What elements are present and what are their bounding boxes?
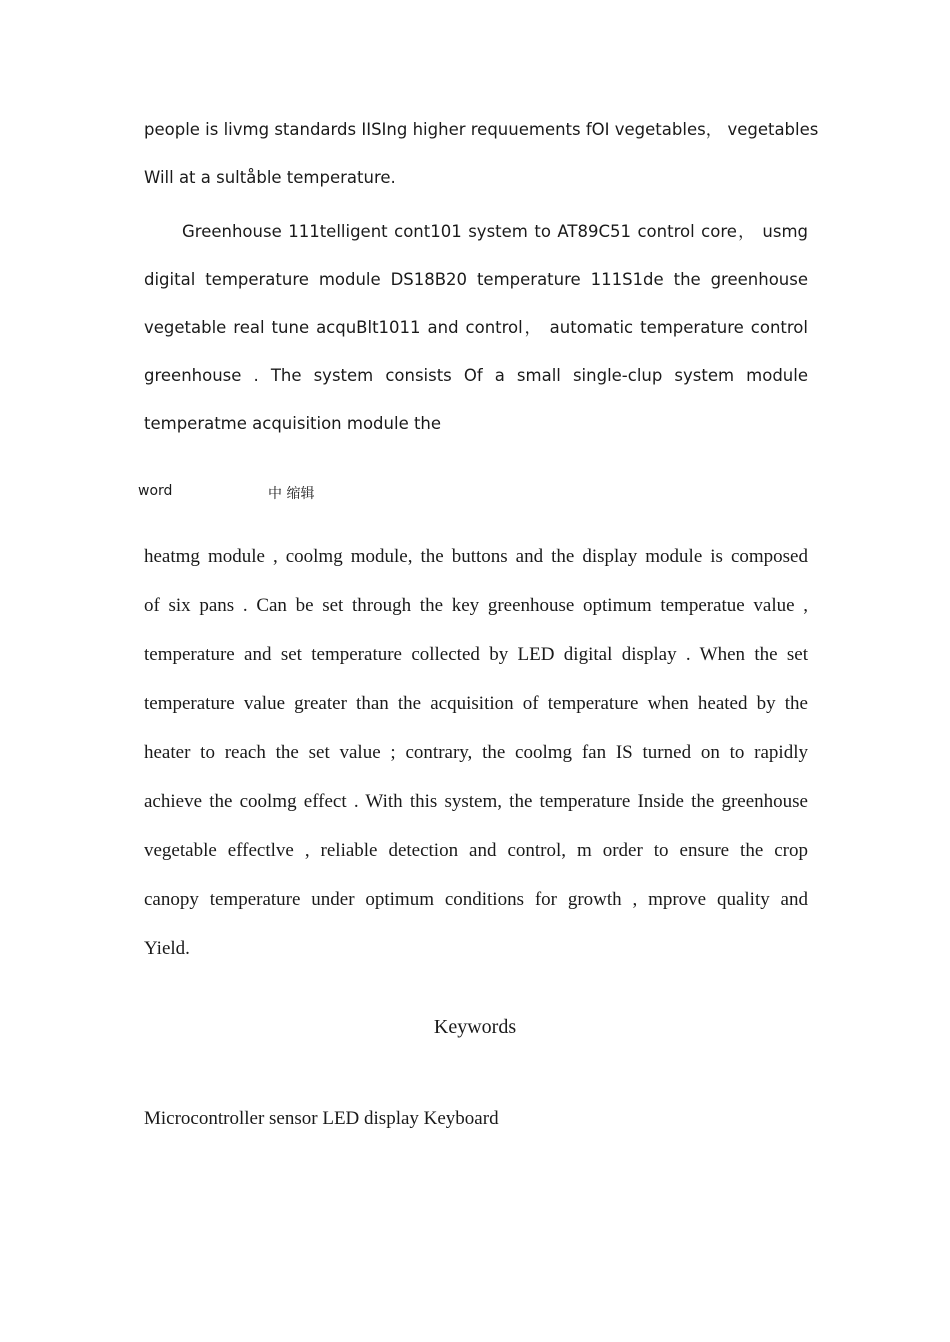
abstract-line: heater to reach the set value ; contrary, the coolmg fan IS turned on to rapidly [144, 742, 808, 763]
abstract-line: temperature and set temperature collected by LED digital display . When the set [144, 644, 808, 665]
abstract-line: Will at a sultåble temperature. [144, 168, 396, 187]
abstract-line: vegetable effectlve , reliable detection and control, m order to ensure the crop [144, 840, 808, 861]
abstract-line: temperature value greater than the acquisition of temperature when heated by the [144, 693, 808, 714]
abstract-line: achieve the coolmg effect . With this system, the temperature Inside the greenhouse [144, 791, 808, 812]
abstract-line: Greenhouse 111telligent cont101 system to AT89C51 control core， usmg [182, 222, 808, 241]
abstract-line: digital temperature module DS18B20 temperature 111S1de the greenhouse [144, 270, 808, 289]
edit-note-chinese: 中 缩辑 [268, 486, 315, 502]
abstract-line: temperatme acquisition module the [144, 414, 442, 433]
edit-note-word: word [138, 483, 173, 499]
abstract-line: Yield. [144, 938, 190, 959]
abstract-line: vegetable real tune acquBlt1011 and control， automatic temperature control [144, 318, 808, 337]
abstract-line: canopy temperature under optimum conditions for growth , mprove quality and [144, 889, 808, 910]
abstract-line: heatmg module , coolmg module, the buttons and the display module is composed [144, 546, 808, 567]
abstract-line: of six pans . Can be set through the key greenhouse optimum temperatue value , [144, 595, 808, 616]
abstract-line: greenhouse . The system consists Of a small single-clup system module [144, 366, 808, 385]
abstract-line: people is livmg standards IISIng higher requuements fOI vegetables， vegetables [144, 120, 819, 139]
keywords-heading: Keywords [433, 1016, 517, 1038]
keywords-list: Microcontroller sensor LED display Keyboard [144, 1108, 499, 1129]
